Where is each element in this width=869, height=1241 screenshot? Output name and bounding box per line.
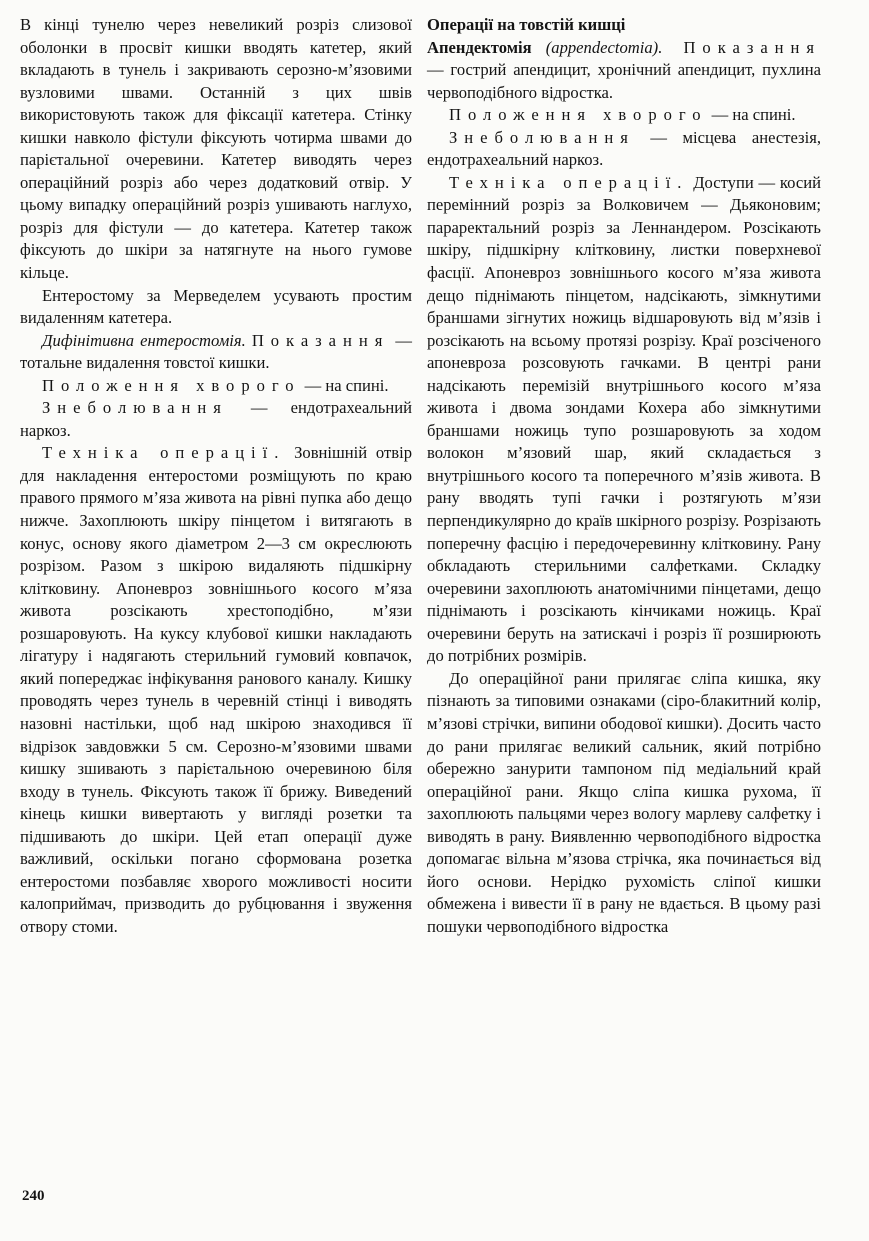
section-heading: Операції на товстій кишці [427, 15, 626, 34]
position-text: — на спині. [300, 375, 389, 395]
appendectomy-position-text: — на спині. [707, 105, 796, 125]
appendectomy-latin: (appendectomia). [531, 37, 663, 57]
appendectomy-technique-label: Техніка операції. [449, 172, 689, 192]
paragraph-merwedel: Ентеростому за Мерведелем усувають простим видаленням катетера. [20, 285, 412, 328]
paragraph-anesthesia [20, 397, 412, 442]
anesthesia-label: Знеболювання [42, 398, 228, 418]
paragraph-appendectomy-anesthesia [427, 127, 821, 172]
page-number: 240 [22, 1188, 45, 1204]
definitive-enterostomy-title: Дифінітивна ентеростомія. [42, 330, 246, 350]
right-column [427, 14, 821, 938]
appendectomy-indications-text: — гострий апендицит, хронічний апендицит, пухлина червоподібного відростка. [427, 60, 821, 102]
paragraph-appendectomy-position [427, 104, 821, 127]
paragraph-appendectomy [427, 37, 821, 105]
appendectomy-technique-text: Доступи — косий перемінний розріз за Волковичем — Дьяконовим; параректальний розріз за Леннандером. Розсікають шкіру, підшкірну клітковину, листки поверхневої фасції. Апоневроз зовнішнього косого м’яза живота дещо піднімають пінцетом, надсікають, зімкнутими браншами зігнутих ножиць відшаровують від м’язів і розсікають на всьому протязі розрізу. Краї розсіченого апоневроза розсовують гачками. В центрі рани надсікають перемізій внутрішнього косого м’яза живота і двома зондами Кохера або зімкнутими браншами ножиць тупо розшаровують за ходом волокон м’язовий шар, який складається з внутрішнього косого та поперечного м’язів живота. В рану вводять тупі гачки і розтягують м’язи перпендикулярно до країв шкірного розрізу. Розрізають поперечну фасцію і передочеревинну клітковину. Рану обкладають стерильними салфетками. Складку очеревини захоплюють анатомічними пінцетами, дещо піднімають і розсікають кінчиками ножиць. Краї очеревини беруть на затискачі і розріз її розширюють до потрібних розмірів. [427, 172, 821, 666]
appendectomy-position-label: Положення хворого [449, 105, 708, 125]
paragraph-patient-position [20, 375, 412, 398]
paragraph-definitive-enterostomy [20, 330, 412, 375]
paragraph-technique [20, 442, 412, 938]
appendectomy-title: Апендектомія [427, 37, 532, 57]
technique-text: Зовнішній отвір для накладення ентеростоми розміщують по краю правого прямого м’яза живота на рівні пупка або дещо нижче. Захоплюють шкіру пінцетом і витягають в конус, основу якого діаметром 2—3 см окреслюють розрізом. Разом з шкірою видаляють підшкірну клітковину. Апоневроз зовнішнього косого м’яза живота розсікають хрестоподібно, м’язи розшаровують. На куксу клубової кишки накладають лігатуру і надягають стерильний гумовий ковпачок, який попереджає інфікування ранового каналу. Кишку проводять через тунель в черевній стінці і виводять назовні настільки, щоб над шкірою знаходився її відрізок завдовжки 5 см. Серозно-м’язовими швами кишку зшивають з парієтальною очеревиною біля входу в тунель. Фіксують також її брижу. Виведений кінець кишки вивертають у вигляді розетки та підшивають до шкіри. Цей етап операції дуже важливий, оскільки погано сформована розетка ентеростоми позбавляє хворого можливості носити калоприймач, призводить до рубцювання і звуження отвору стоми. [20, 443, 412, 936]
anesthesia-text: — ендотрахеальний наркоз. [20, 398, 412, 440]
position-label: Положення хворого [42, 375, 301, 395]
paragraph-appendectomy-technique [427, 172, 821, 668]
appendectomy-anesthesia-text: — місцева анестезія, ендотрахеальний наркоз. [427, 127, 821, 170]
indications-text: — тотальне видалення товстої кишки. [20, 330, 412, 373]
indications-label: Показання [251, 330, 390, 350]
technique-label: Техніка операції. [42, 443, 286, 463]
paragraph-catheter-fixation: В кінці тунелю через невеликий розріз слизової оболонки в просвіт кишки вводять катетер, який вкладають в тунель і закривають серозно-м’язовими вузловими швами. Останній з цих швів використовують також для фіксації катетера. Стінку кишки навколо фістули фіксують чотирма швами до парієтальної очеревини. Катетер виводять через операційний розріз або через додатковий отвір. У цьому випадку операційний розріз ушивають наглухо, розріз для фістули — до катетера. Катетер також фіксують до шкіри за натягнуте на нього гумове кільце. [20, 15, 412, 283]
left-column [20, 14, 412, 938]
appendectomy-indications-label: Показання [662, 37, 821, 57]
paragraph-cecum: До операційної рани прилягає сліпа кишка, яку пізнають за типовими ознаками (сіро-блакитний колір, м’язові стрічки, випини ободової кишки). Досить часто до рани прилягає великий сальник, який потрібно обережно занурити тампоном під медіальний край операційної рани. Якщо сліпа кишка рухома, її захоплюють пальцями через вологу марлеву салфетку і виводять в рану. Виявленню червоподібного відростка допомагає вільна м’язова стрічка, яка починається від його основи. Нерідко рухомість сліпої кишки обмежена і вивести її в рану не вдається. В цьому разі пошуки червоподібного відростка [427, 668, 821, 936]
appendectomy-anesthesia-label: Знеболювання [449, 127, 635, 147]
